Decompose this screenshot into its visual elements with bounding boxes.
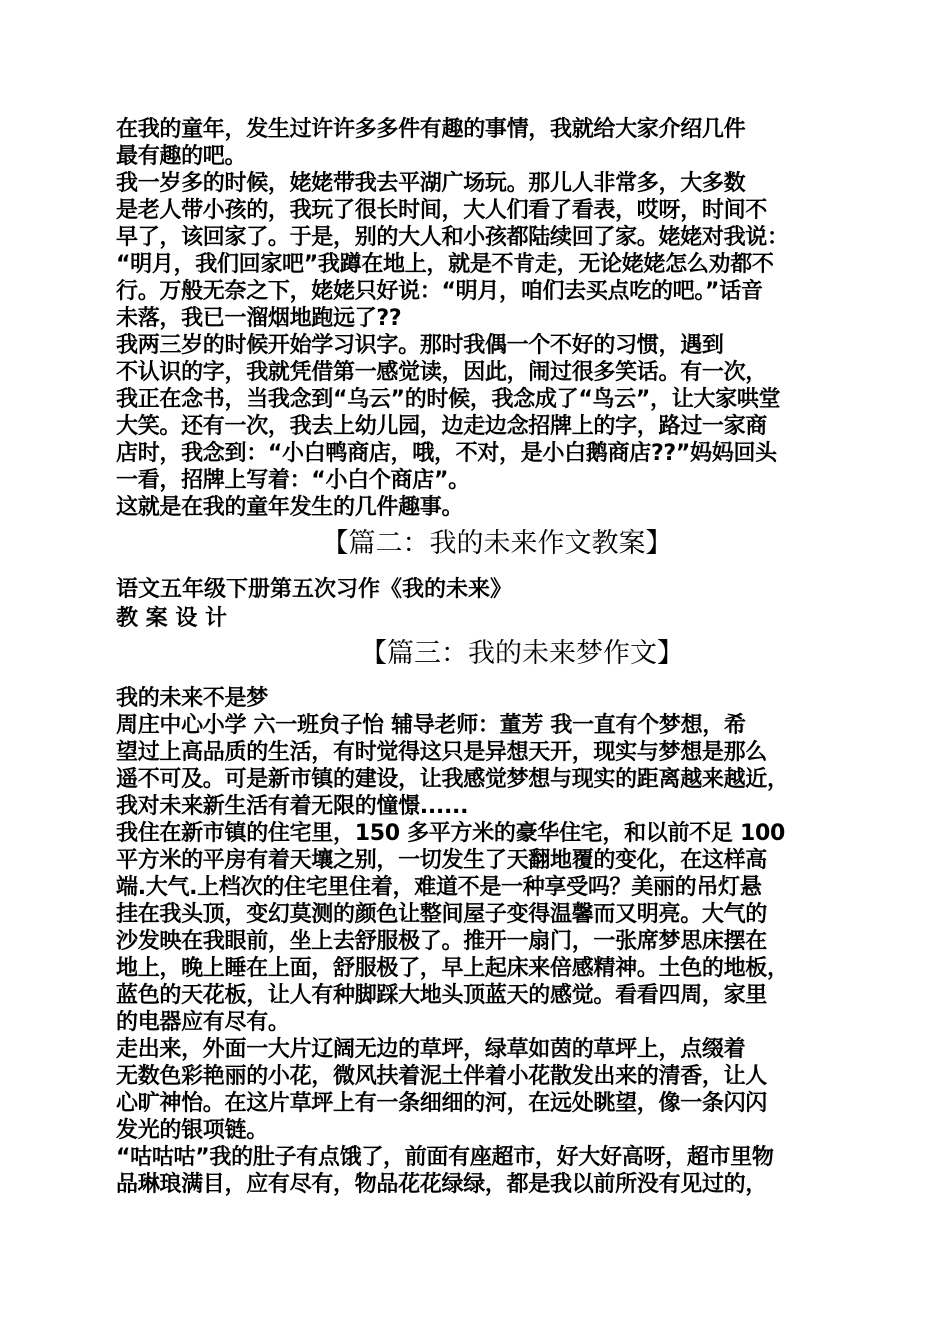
paragraph [116, 494, 838, 521]
text-line: 我对未来新生活有着无限的憧憬...... [116, 794, 469, 819]
subtitle-line: 语文五年级下册第五次习作《我的未来》 [116, 577, 513, 602]
section-heading-2: 【篇二：我的未来作文教案】 [321, 528, 673, 559]
text-line: “咕咕咕”我的肚子有点饿了，前面有座超市，好大好高呀，超市里物 [116, 1145, 774, 1170]
paragraph [116, 116, 838, 170]
section-2-subtitle [116, 575, 838, 633]
text-line: 心旷神怡。在这片草坪上有一条细细的河，在远处眺望，像一条闪闪 [116, 1091, 768, 1116]
text-line: 是老人带小孩的，我玩了很长时间，大人们看了看表，哎呀，时间不 [116, 198, 768, 223]
essay-future-dream [116, 685, 838, 1198]
text-line: 行。万般无奈之下，姥姥只好说：“明月，咱们去买点吃的吧。”话音 [116, 279, 763, 304]
text-line: 地上，晚上睡在上面，舒服极了，早上起床来倍感精神。土色的地板， [116, 956, 789, 981]
text-line: 平方米的平房有着天壤之别，一切发生了天翻地覆的变化，在这样高 [116, 848, 768, 873]
subtitle-line: 教 案 设 计 [116, 606, 227, 631]
text-line: 无数色彩艳丽的小花，微风扶着泥土伴着小花散发出来的清香，让人 [116, 1064, 768, 1089]
text-line: 在我的童年，发生过许许多多件有趣的事情，我就给大家介绍几件 [116, 117, 746, 142]
text-line: 周庄中心小学 六一班贠子怡 辅导老师：董芳 我一直有个梦想，希 [116, 713, 746, 738]
text-line: 的电器应有尽有。 [116, 1010, 290, 1035]
text-line: 我正在念书，当我念到“乌云”的时候，我念成了“鸟云”，让大家哄堂 [116, 387, 781, 412]
text-line: 一看，招牌上写着：“小白个商店”。 [116, 468, 470, 493]
text-line: 未落，我已一溜烟地跑远了?? [116, 306, 402, 331]
text-line: 早了，该回家了。于是，别的大人和小孩都陆续回了家。姥姥对我说： [116, 225, 789, 250]
text-line: 发光的银项链。 [116, 1118, 268, 1143]
text-line: 品琳琅满目，应有尽有，物品花花绿绿，都是我以前所没有见过的， [116, 1172, 768, 1197]
paragraph [116, 332, 838, 494]
text-line: 这就是在我的童年发生的几件趣事。 [116, 495, 464, 520]
paragraph [116, 1144, 838, 1198]
essay-childhood [116, 116, 838, 521]
paragraph [116, 1036, 838, 1144]
document-content [116, 116, 838, 1198]
text-line: 望过上高品质的生活，有时觉得这只是异想天开，现实与梦想是那么 [116, 740, 768, 765]
paragraph [116, 712, 838, 820]
text-line: 不认识的字，我就凭借第一感觉读，因此，闹过很多笑话。有一次， [116, 360, 768, 385]
paragraph [116, 685, 838, 712]
text-line: 蓝色的天花板，让人有种脚踩大地头顶蓝天的感觉。看看四周，家里 [116, 983, 768, 1008]
text-line: 我两三岁的时候开始学习识字。那时我偶一个不好的习惯，遇到 [116, 333, 724, 358]
text-line: 我的未来不是梦 [116, 686, 268, 711]
text-line: 我一岁多的时候，姥姥带我去平湖广场玩。那儿人非常多，大多数 [116, 171, 746, 196]
text-line: 大笑。还有一次，我去上幼儿园，边走边念招牌上的字，路过一家商 [116, 414, 768, 439]
text-line: 走出来，外面一大片辽阔无边的草坪，绿草如茵的草坪上，点缀着 [116, 1037, 746, 1062]
text-line: 遥不可及。可是新市镇的建设，让我感觉梦想与现实的距离越来越近， [116, 767, 789, 792]
text-line: 最有趣的吧。 [116, 144, 247, 169]
text-line: 挂在我头顶，变幻莫测的颜色让整间屋子变得温馨而又明亮。大气的 [116, 902, 768, 927]
paragraph [116, 820, 838, 1036]
section-heading-3: 【篇三：我的未来梦作文】 [360, 638, 684, 669]
text-line: 端.大气.上档次的住宅里住着，难道不是一种享受吗？美丽的吊灯悬 [116, 875, 762, 900]
paragraph [116, 170, 838, 332]
text-line: 沙发映在我眼前，坐上去舒服极了。推开一扇门，一张席梦思床摆在 [116, 929, 768, 954]
text-line: “明月，我们回家吧”我蹲在地上，就是不肯走，无论姥姥怎么劝都不 [116, 252, 774, 277]
text-line: 我住在新市镇的住宅里，150 多平方米的豪华住宅，和以前不足 100 [116, 821, 785, 846]
text-line: 店时，我念到：“小白鸭商店，哦，不对，是小白鹅商店??”妈妈回头 [116, 441, 777, 466]
